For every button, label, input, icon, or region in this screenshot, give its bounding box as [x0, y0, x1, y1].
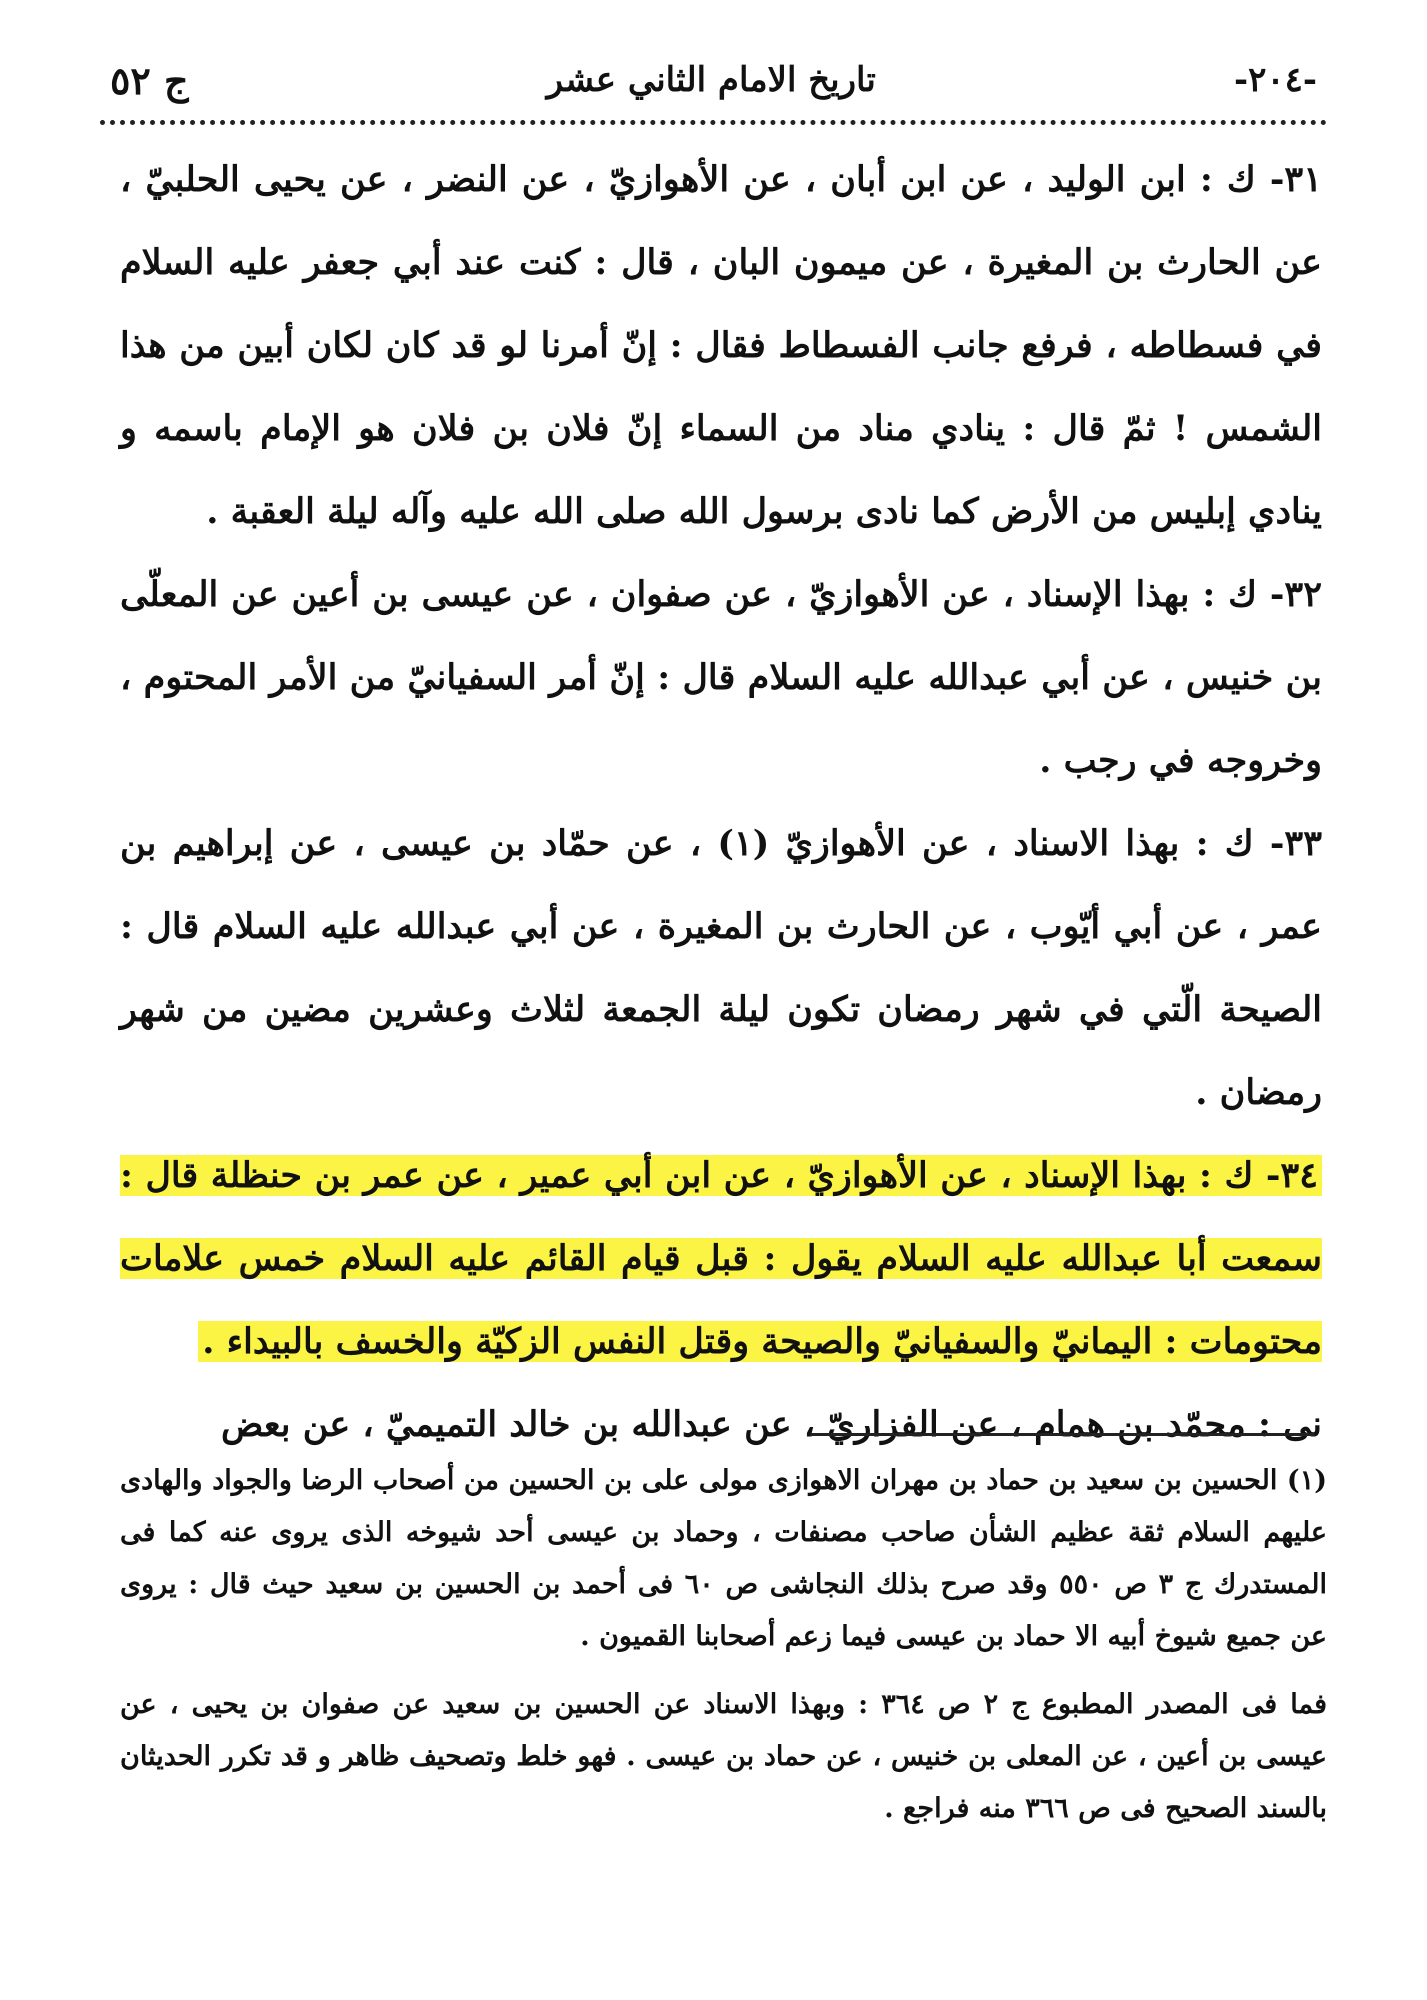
hadith-35-start — [120, 1383, 1322, 1466]
page-number: -٢٠٤- — [1233, 60, 1317, 100]
hadith-number: ٣٤- — [1265, 1155, 1318, 1196]
hadith-number: ٣٣- — [1269, 823, 1323, 864]
hadith-text: ك : بهذا الاسناد ، عن الأهوازيّ (١) ، عن حمّاد بن عيسى ، عن إبراهيم بن عمر ، عن أبي أيّوب ، عن الحارث بن المغيرة ، عن أبي عبدالله عليه السلام قال : الصيحة الّتي في شهر رمضان تكون ليلة الجمعة لثلاث وعشرين مضين من شهر رمضان . — [120, 823, 1322, 1113]
footnote-1: (١) الحسين بن سعيد بن حماد بن مهران الاهوازى مولى على بن الحسين من أصحاب الرضا والجواد والهادى عليهم السلام ثقة عظيم الشأن صاحب مصنفات ، وحماد بن عيسى أحد شيوخه الذى يروى عنه كما فى المستدرك ج ٣ ص ٥٥٠ وقد صرح بذلك النجاشى ص ٦٠ فى أحمد بن الحسين بن سعيد حيث قال : يروى عن جميع شيوخ أبيه الا حماد بن عيسى فيما زعم أصحابنا القميون . — [120, 1465, 1327, 1652]
header-divider — [100, 120, 1327, 125]
book-title: تاريخ الامام الثاني عشر — [546, 60, 876, 100]
footnote-continuation: فما فى المصدر المطبوع ج ٢ ص ٣٦٤ : وبهذا الاسناد عن الحسين بن سعيد عن صفوان بن يحيى ، عن عيسى بن أعين ، عن المعلى بن خنيس ، عن حماد بن عيسى . فهو خلط وتصحيف ظاهر و قد تكرر الحديثان بالسند الصحيح فى ص ٣٦٦ منه فراجع . — [120, 1689, 1327, 1824]
hadith-number: ٣١- — [1269, 159, 1323, 200]
hadith-text: ك : بهذا الإسناد ، عن الأهوازيّ ، عن ابن أبي عمير ، عن عمر بن حنظلة قال : سمعت أبا عبدالله عليه السلام يقول : قبل قيام القائم عليه السلام خمس علامات محتومات : اليمانيّ والسفيانيّ والصيحة وقتل النفس الزكيّة والخسف بالبيداء . — [120, 1155, 1322, 1362]
hadith-33 — [120, 802, 1322, 1134]
hadith-text: ك : بهذا الإسناد ، عن الأهوازيّ ، عن صفوان ، عن عيسى بن أعين عن المعلّى بن خنيس ، عن أبي عبدالله عليه السلام قال : إنّ أمر السفيانيّ من الأمر المحتوم ، وخروجه في رجب . — [120, 574, 1322, 781]
main-text — [120, 138, 1322, 1466]
hadith-text: ك : ابن الوليد ، عن ابن أبان ، عن الأهوازيّ ، عن النضر ، عن يحيى الحلبيّ ، عن الحارث بن المغيرة ، عن ميمون البان ، قال : كنت عند أبي جعفر عليه السلام في فسطاطه ، فرفع جانب الفسطاط فقال : إنّ أمرنا لو قد كان لكان أبين من هذا الشمس ! ثمّ قال : ينادي مناد من السماء إنّ فلان بن فلان هو الإمام باسمه و ينادي إبليس من الأرض كما نادى برسول الله صلى الله عليه وآله ليلة العقبة . — [120, 159, 1322, 532]
hadith-text: نى : محمّد بن همام ، عن الفزاريّ ، عن عبدالله بن خالد التميميّ ، عن بعض — [221, 1404, 1322, 1445]
footnote-divider — [810, 1433, 1315, 1436]
hadith-34-highlighted — [120, 1134, 1322, 1383]
footnotes — [120, 1455, 1327, 1835]
page-header — [110, 50, 1317, 110]
hadith-number: ٣٢- — [1269, 574, 1322, 615]
volume-label: ج ٥٢ — [110, 57, 189, 103]
hadith-32 — [120, 553, 1322, 802]
hadith-31 — [120, 138, 1322, 553]
